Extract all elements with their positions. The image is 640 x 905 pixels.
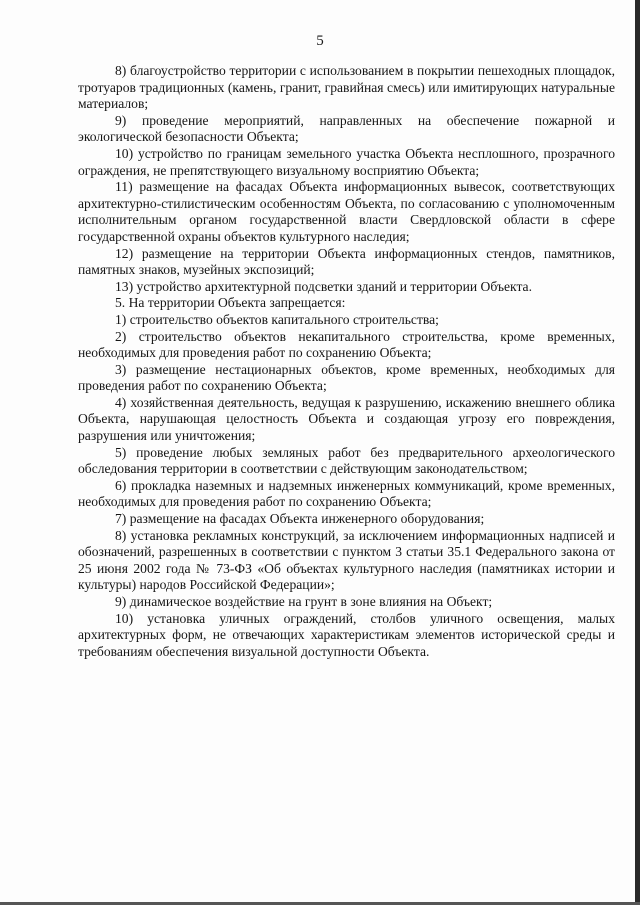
- paragraph: 9) проведение мероприятий, направленных на обеспечение пожарной и экологической безопасности Объекта;: [78, 112, 615, 145]
- paragraph: 8) установка рекламных конструкций, за исключением информационных надписей и обозначений, разрешенных в соответствии с пунктом 3 статьи 35.1 Федерального закона от 25 июня 2002 года № 73-ФЗ «Об объектах культурного наследия (памятниках истории и культуры) народов Российской Федерации»;: [78, 527, 615, 593]
- document-body: [78, 63, 615, 660]
- scan-edge-right: [635, 0, 640, 905]
- paragraph: 13) устройство архитектурной подсветки зданий и территории Объекта.: [115, 278, 532, 294]
- section-heading: 5. На территории Объекта запрещается:: [115, 295, 346, 311]
- paragraph: 1) строительство объектов капитального строительства;: [115, 311, 439, 327]
- paragraph: 3) размещение нестационарных объектов, кроме временных, необходимых для проведения работ по сохранению Объекта;: [78, 361, 615, 394]
- paragraph: 10) устройство по границам земельного участка Объекта несплошного, прозрачного ограждения, не препятствующего визуальному восприятию Объекта;: [78, 145, 615, 178]
- paragraph: 12) размещение на территории Объекта информационных стендов, памятников, памятных знаков, музейных экспозиций;: [78, 245, 615, 278]
- paragraph: 6) прокладка наземных и надземных инженерных коммуникаций, кроме временных, необходимых для проведения работ по сохранению Объекта;: [78, 477, 615, 510]
- paragraph: 10) установка уличных ограждений, столбов уличного освещения, малых архитектурных форм, не отвечающих характеристикам элементов исторической среды и требованиям обеспечения визуальной доступности Объекта.: [78, 610, 615, 659]
- paragraph: 4) хозяйственная деятельность, ведущая к разрушению, искажению внешнего облика Объекта, нарушающая целостность Объекта и создающая угрозу его повреждения, разрушения или уничтожения;: [78, 394, 615, 444]
- paragraph: 11) размещение на фасадах Объекта информационных вывесок, соответствующих архитектурно-стилистическим особенностям Объекта, по согласованию с уполномоченным исполнительным органом государственной власти Свердловской области в сфере государственной охраны объектов культурного наследия;: [78, 179, 615, 244]
- paragraph: 7) размещение на фасадах Объекта инженерного оборудования;: [115, 511, 485, 527]
- paragraph: 9) динамическое воздействие на грунт в зоне влияния на Объект;: [115, 594, 493, 609]
- paragraph: 5) проведение любых земляных работ без предварительного археологического обследования территории в соответствии с действующим законодательством;: [78, 444, 615, 477]
- paragraph: 8) благоустройство территории с использованием в покрытии пешеходных площадок, тротуаров традиционных (камень, гранит, гравийная смесь) или имитирующих натуральные материалов;: [78, 63, 615, 112]
- paragraph: 2) строительство объектов некапитального строительства, кроме временных, необходимых для проведения работ по сохранению Объекта;: [78, 328, 615, 361]
- page-number: 5: [316, 33, 324, 49]
